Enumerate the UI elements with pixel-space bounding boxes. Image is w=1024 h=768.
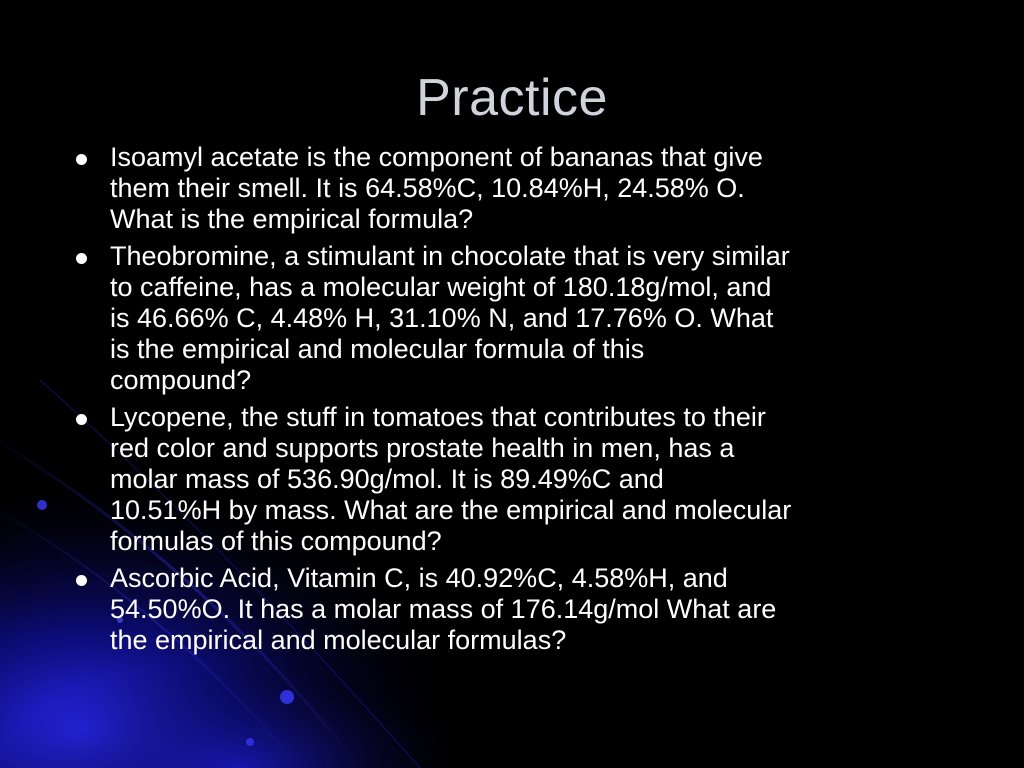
bullet-item-theobromine — [70, 241, 990, 396]
bullet-line: formulas of this compound? — [110, 526, 442, 556]
bullet-item-lycopene — [70, 402, 990, 557]
bullet-line: them their smell. It is 64.58%C, 10.84%H, 24.58% O. — [110, 173, 745, 203]
bullet-line: Lycopene, the stuff in tomatoes that contributes to their — [110, 402, 766, 432]
bullet-line: compound? — [110, 365, 252, 395]
bullet-line: is 46.66% C, 4.48% H, 31.10% N, and 17.76% O. What — [110, 303, 774, 333]
bullet-line: is the empirical and molecular formula of this — [110, 334, 645, 364]
bullet-icon — [76, 154, 87, 165]
slide-title: Practice — [416, 69, 608, 127]
bullet-line: What is the empirical formula? — [110, 204, 474, 234]
bullet-line: Theobromine, a stimulant in chocolate that is very similar — [110, 241, 790, 271]
glow-dot — [246, 738, 254, 746]
bullet-line: to caffeine, has a molecular weight of 180.18g/mol, and — [110, 272, 772, 302]
bullet-list — [70, 142, 990, 662]
bullet-line: 54.50%O. It has a molar mass of 176.14g/mol What are — [110, 594, 777, 624]
bullet-item-isoamyl-acetate — [70, 142, 990, 235]
bullet-line: molar mass of 536.90g/mol. It is 89.49%C and — [110, 464, 664, 494]
bullet-item-ascorbic-acid — [70, 563, 990, 656]
bullet-line: 10.51%H by mass. What are the empirical and molecular — [110, 495, 792, 525]
bullet-line: Isoamyl acetate is the component of bananas that give — [110, 142, 763, 172]
bullet-icon — [76, 253, 87, 264]
bullet-icon — [76, 414, 87, 425]
bullet-icon — [76, 575, 87, 586]
bullet-line: red color and supports prostate health in men, has a — [110, 433, 735, 463]
bullet-line: the empirical and molecular formulas? — [110, 625, 567, 655]
glow-dot — [280, 690, 294, 704]
bullet-line: Ascorbic Acid, Vitamin C, is 40.92%C, 4.58%H, and — [110, 563, 728, 593]
glow-dot — [37, 500, 47, 510]
